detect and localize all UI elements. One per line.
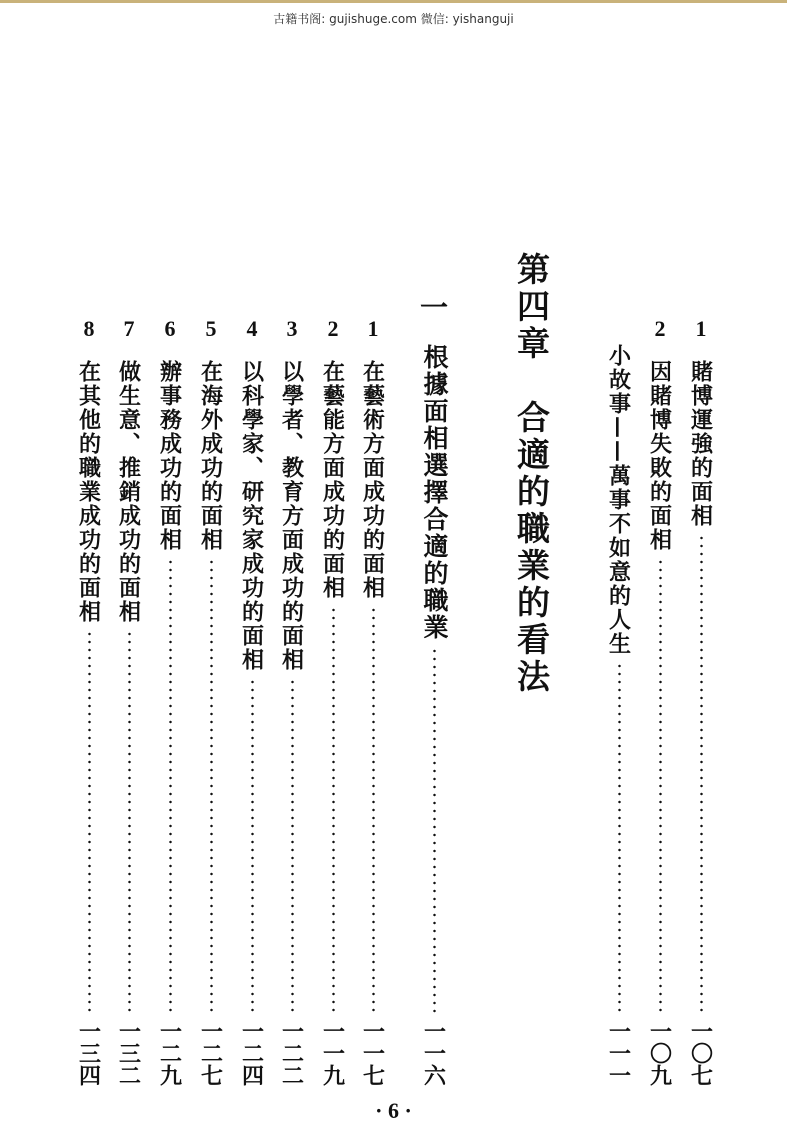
entry-title: 做生意、推銷成功的面相 — [115, 360, 142, 624]
entry-page: 一〇九 — [646, 1020, 673, 1086]
entry-title: 以科學家、研究家成功的面相 — [238, 360, 265, 672]
entry-number: 6 — [164, 316, 176, 341]
entry-page: 一三二 — [115, 1020, 142, 1086]
section-number: 一 — [419, 293, 448, 324]
leader-dots — [700, 534, 703, 1014]
entry-title: 小故事——萬事不如意的人生 — [605, 344, 632, 656]
toc-entry[interactable] — [275, 318, 309, 1098]
toc-entry[interactable] — [643, 318, 677, 1098]
entry-number: 5 — [205, 316, 217, 341]
leader-dots — [210, 558, 213, 1014]
toc-section[interactable] — [414, 293, 454, 1098]
entry-page: 一二四 — [238, 1020, 265, 1086]
leader-dots — [128, 630, 131, 1014]
section-title: 根據面相選擇合適的職業 — [420, 344, 449, 641]
top-border — [0, 0, 787, 3]
entry-page: 一一一 — [605, 1020, 632, 1086]
entry-number: 1 — [695, 316, 707, 341]
entry-page: 一二九 — [156, 1020, 183, 1086]
toc-entry[interactable] — [602, 318, 636, 1098]
toc-entry[interactable] — [72, 318, 106, 1098]
entry-title: 在海外成功的面相 — [197, 360, 224, 552]
toc-entry[interactable] — [112, 318, 146, 1098]
entry-title: 在藝能方面成功的面相 — [319, 360, 346, 600]
leader-dots — [433, 647, 436, 1014]
leader-dots — [291, 678, 294, 1014]
entry-number: 2 — [327, 316, 339, 341]
entry-title: 因賭博失敗的面相 — [646, 360, 673, 552]
entry-title: 在其他的職業成功的面相 — [75, 360, 102, 624]
leader-dots — [169, 558, 172, 1014]
toc-entry[interactable] — [356, 318, 390, 1098]
leader-dots — [372, 606, 375, 1014]
entry-number: 2 — [654, 316, 666, 341]
entry-page: 一一七 — [359, 1020, 386, 1086]
toc-entry[interactable] — [316, 318, 350, 1098]
leader-dots — [659, 558, 662, 1014]
entry-number: 7 — [123, 316, 135, 341]
chapter-heading: 第四章 合適的職業的看法 — [512, 252, 551, 696]
leader-dots — [618, 662, 621, 1014]
entry-title: 辦事務成功的面相 — [156, 360, 183, 552]
section-page: 一一六 — [420, 1020, 447, 1086]
entry-page: 一〇七 — [687, 1020, 714, 1086]
entry-title: 以學者、教育方面成功的面相 — [278, 360, 305, 672]
watermark-header: 古籍书阁: gujishuge.com 微信: yishanguji — [273, 12, 514, 26]
entry-number: 1 — [367, 316, 379, 341]
entry-number: 3 — [286, 316, 298, 341]
toc-entry[interactable] — [684, 318, 718, 1098]
leader-dots — [88, 630, 91, 1014]
entry-title: 在藝術方面成功的面相 — [359, 360, 386, 600]
entry-title: 賭博運強的面相 — [687, 360, 714, 528]
leader-dots — [251, 678, 254, 1014]
entry-page: 一二二 — [278, 1020, 305, 1086]
leader-dots — [332, 606, 335, 1014]
entry-number: 8 — [83, 316, 95, 341]
toc-entry[interactable] — [194, 318, 228, 1098]
toc-entry[interactable] — [235, 318, 269, 1098]
entry-page: 一二七 — [197, 1020, 224, 1086]
page-number: · 6 · — [375, 1098, 412, 1123]
entry-page: 一一九 — [319, 1020, 346, 1086]
entry-page: 一三四 — [75, 1020, 102, 1086]
entry-number: 4 — [246, 316, 258, 341]
toc-entry[interactable] — [153, 318, 187, 1098]
